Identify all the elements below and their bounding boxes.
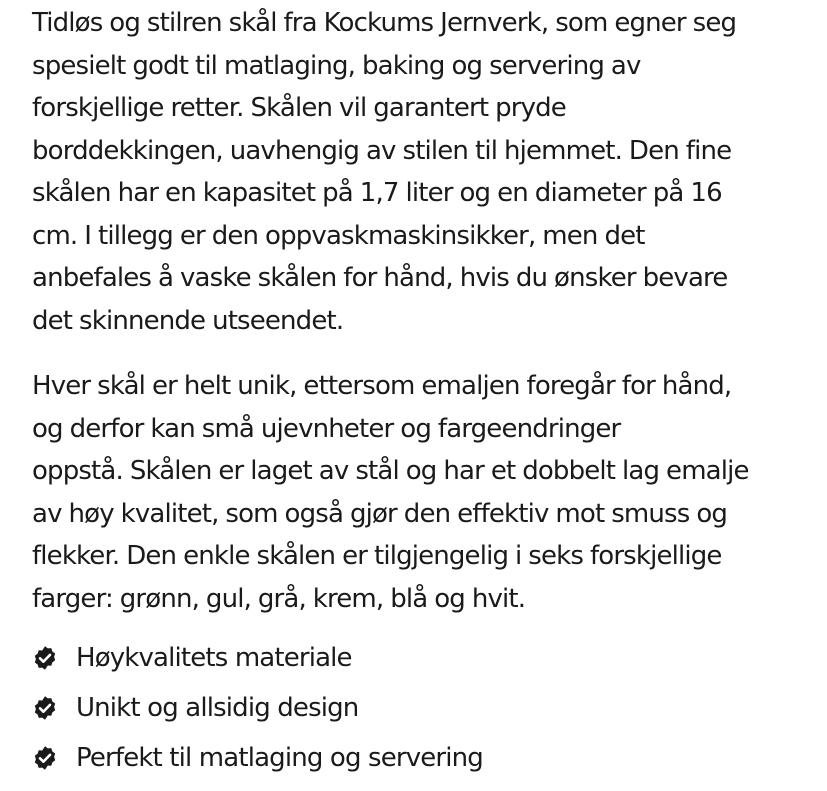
text-line: Hver skål er helt unik, ettersom emaljen foregår for hånd,	[32, 371, 732, 401]
text-line: av høy kvalitet, som også gjør den effektiv mot smuss og	[32, 498, 728, 529]
text-line: borddekkingen, uavhengig av stilen til hjemmet. Den fine	[32, 135, 732, 166]
feature-label: Perfekt til matlaging og servering	[76, 743, 483, 773]
verified-check-icon	[32, 645, 58, 671]
text-line: forskjellige retter. Skålen vil garantert pryde	[32, 93, 566, 123]
feature-item	[32, 683, 812, 733]
verified-check-icon	[32, 745, 58, 771]
feature-item	[32, 633, 812, 683]
feature-label: Unikt og allsidig design	[76, 693, 359, 723]
text-line: cm. I tillegg er den oppvaskmaskinsikker, men det	[32, 220, 645, 251]
text-line: flekker. Den enkle skålen er tilgjengelig i seks forskjellige	[32, 541, 722, 571]
text-line: anbefales å vaske skålen for hånd, hvis du ønsker bevare	[32, 263, 728, 293]
text-line: og derfor kan små ujevnheter og fargeendringer	[32, 413, 621, 444]
feature-item	[32, 733, 812, 783]
text-line: spesielt godt til matlaging, baking og servering av	[32, 50, 641, 81]
product-description	[32, 2, 812, 783]
text-line: det skinnende utseendet.	[32, 305, 344, 336]
feature-list	[32, 633, 812, 783]
verified-check-icon	[32, 695, 58, 721]
text-line: oppstå. Skålen er laget av stål og har et dobbelt lag emalje	[32, 456, 749, 486]
description-paragraph-2	[32, 365, 812, 620]
text-line: skålen har en kapasitet på 1,7 liter og en diameter på 16	[32, 178, 722, 208]
text-line: farger: grønn, gul, grå, krem, blå og hvit.	[32, 583, 526, 614]
text-line: Tidløs og stilren skål fra Kockums Jernverk, som egner seg	[32, 8, 737, 38]
description-paragraph-1	[32, 2, 812, 342]
feature-label: Høykvalitets materiale	[76, 643, 352, 673]
